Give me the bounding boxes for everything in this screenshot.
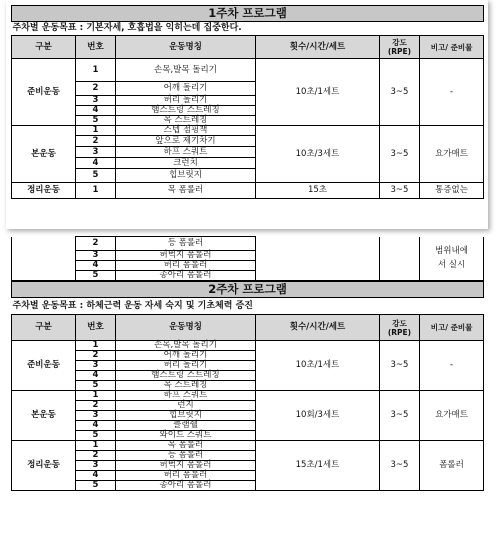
header-name: 운동명칭 [116, 36, 256, 59]
document-page-1 [6, 0, 488, 229]
exercise-name: 등 폼롤러 [116, 451, 256, 461]
header-category: 구분 [12, 315, 76, 341]
exercise-name: 어깨 돌리기 [116, 82, 256, 96]
exercise-name: 크런치 [116, 158, 256, 169]
header-name: 운동명칭 [116, 315, 256, 341]
week2-cooldown-intensity: 3~5 [380, 441, 420, 491]
exercise-name: 손목,발목 돌리기 [116, 341, 256, 351]
header-intensity-label: 강도 [392, 38, 407, 47]
week2-main-intensity: 3~5 [380, 391, 420, 441]
row-number: 1 [76, 341, 116, 351]
header-number: 번호 [76, 315, 116, 341]
row-number: 4 [76, 421, 116, 431]
week1-table-continued [11, 236, 484, 281]
row-number: 5 [76, 116, 116, 126]
exercise-name: 힙브릿지 [116, 169, 256, 183]
header-note: 비고/ 준비물 [420, 315, 484, 341]
week2-cooldown-reps: 15초/1세트 [256, 441, 380, 491]
header-intensity-unit: (RPE) [387, 327, 412, 337]
row-number: 2 [76, 351, 116, 361]
week1-warmup-category: 준비운동 [12, 59, 76, 126]
header-intensity [380, 36, 420, 59]
week1-cooldown-note-cont [420, 237, 484, 281]
week2-goal: 주차별 운동목표 : 하체근력 운동 자세 숙지 및 기초체력 증진 [12, 298, 484, 315]
exercise-name: 손목,발목 돌리기 [116, 59, 256, 82]
exercise-name: 목 스트레칭 [116, 116, 256, 126]
row-number: 3 [76, 361, 116, 371]
header-reps: 횟수/시간/세트 [256, 315, 380, 341]
row-number: 3 [76, 251, 116, 261]
exercise-name: 와이드 스쿼트 [116, 431, 256, 441]
exercise-name: 힙브릿지 [116, 411, 256, 421]
week1-warmup-reps: 10초/1세트 [256, 59, 380, 126]
row-number: 2 [76, 451, 116, 461]
exercise-name: 하프 스쿼트 [116, 391, 256, 401]
week1-main-intensity: 3~5 [380, 126, 420, 183]
week2-main-category: 본운동 [12, 391, 76, 441]
week1-main-note: 요가매트 [420, 126, 484, 183]
row-number: 5 [76, 481, 116, 491]
week1-warmup-note: - [420, 59, 484, 126]
header-number: 번호 [76, 36, 116, 59]
row-number: 2 [76, 82, 116, 96]
row-number: 2 [76, 237, 116, 251]
row-number: 4 [76, 158, 116, 169]
exercise-name: 종아리 폼롤러 [116, 481, 256, 491]
week1-cooldown-intensity: 3~5 [380, 183, 420, 199]
week1-main-category: 본운동 [12, 126, 76, 183]
row-number: 5 [76, 431, 116, 441]
week2-cooldown-note: 폼롤러 [420, 441, 484, 491]
exercise-name: 햄스트링 스트레칭 [116, 106, 256, 116]
week2-warmup-note: - [420, 341, 484, 391]
row-number: 4 [76, 106, 116, 116]
exercise-name: 허리 폼롤러 [116, 471, 256, 481]
exercise-name: 허리 폼롤러 [116, 261, 256, 271]
exercise-name: 허벅지 폼롤러 [116, 251, 256, 261]
week1-cooldown-category: 정리운동 [12, 183, 76, 199]
header-note: 비고/ 준비물 [420, 36, 484, 59]
exercise-name: 허벅지 폼롤러 [116, 461, 256, 471]
exercise-name: 목 폼롤러 [116, 183, 256, 199]
week1-goal: 주차별 운동목표 : 기본자세, 호흡법을 익히는데 집중한다. [12, 22, 484, 36]
row-number: 2 [76, 136, 116, 147]
exercise-name: 하프 스쿼트 [116, 147, 256, 158]
week2-table [11, 281, 484, 491]
header-intensity [380, 315, 420, 341]
week2-warmup-category: 준비운동 [12, 341, 76, 391]
exercise-name: 허리 돌리기 [116, 361, 256, 371]
header-intensity-unit: (RPE) [387, 47, 412, 56]
week2-main-reps: 10회/3세트 [256, 391, 380, 441]
header-intensity-label: 강도 [392, 318, 407, 328]
week2-warmup-reps: 10초/1세트 [256, 341, 380, 391]
exercise-name: 허리 돌리기 [116, 96, 256, 106]
row-number: 1 [76, 126, 116, 136]
row-number: 3 [76, 96, 116, 106]
exercise-name: 클램쉘 [116, 421, 256, 431]
week1-table [11, 5, 484, 199]
row-number: 1 [76, 59, 116, 82]
header-category: 구분 [12, 36, 76, 59]
row-number: 3 [76, 461, 116, 471]
week2-title: 2주차 프로그램 [12, 282, 484, 298]
row-number: 3 [76, 147, 116, 158]
week1-cooldown-note-line2: 범위내에 [435, 245, 468, 256]
week1-warmup-intensity: 3~5 [380, 59, 420, 126]
row-number: 5 [76, 271, 116, 281]
document-page-2 [6, 236, 488, 543]
row-number: 3 [76, 411, 116, 421]
exercise-name: 런지 [116, 401, 256, 411]
exercise-name: 앞으로 제기차기 [116, 136, 256, 147]
row-number: 4 [76, 261, 116, 271]
week1-title: 1주차 프로그램 [12, 6, 484, 22]
row-number: 1 [76, 391, 116, 401]
row-number: 1 [76, 183, 116, 199]
week2-cooldown-category: 정리운동 [12, 441, 76, 491]
row-number: 5 [76, 169, 116, 183]
exercise-name: 스텝 점핑잭 [116, 126, 256, 136]
week1-main-reps: 10초/3세트 [256, 126, 380, 183]
exercise-name: 종아리 폼롤러 [116, 271, 256, 281]
week2-warmup-intensity: 3~5 [380, 341, 420, 391]
row-number: 2 [76, 401, 116, 411]
exercise-name: 등 폼롤러 [116, 237, 256, 251]
row-number: 4 [76, 371, 116, 381]
exercise-name: 어깨 돌리기 [116, 351, 256, 361]
week1-cooldown-note-line3: 서 실시 [437, 260, 466, 271]
week2-main-note: 요가매트 [420, 391, 484, 441]
exercise-name: 목 폼롤러 [116, 441, 256, 451]
exercise-name: 햄스트링 스트레칭 [116, 371, 256, 381]
week1-cooldown-reps: 15초 [256, 183, 380, 199]
row-number: 4 [76, 471, 116, 481]
header-reps: 횟수/시간/세트 [256, 36, 380, 59]
exercise-name: 목 스트레칭 [116, 381, 256, 391]
week1-cooldown-note-line1: 통증없는 [420, 183, 484, 199]
row-number: 1 [76, 441, 116, 451]
row-number: 5 [76, 381, 116, 391]
